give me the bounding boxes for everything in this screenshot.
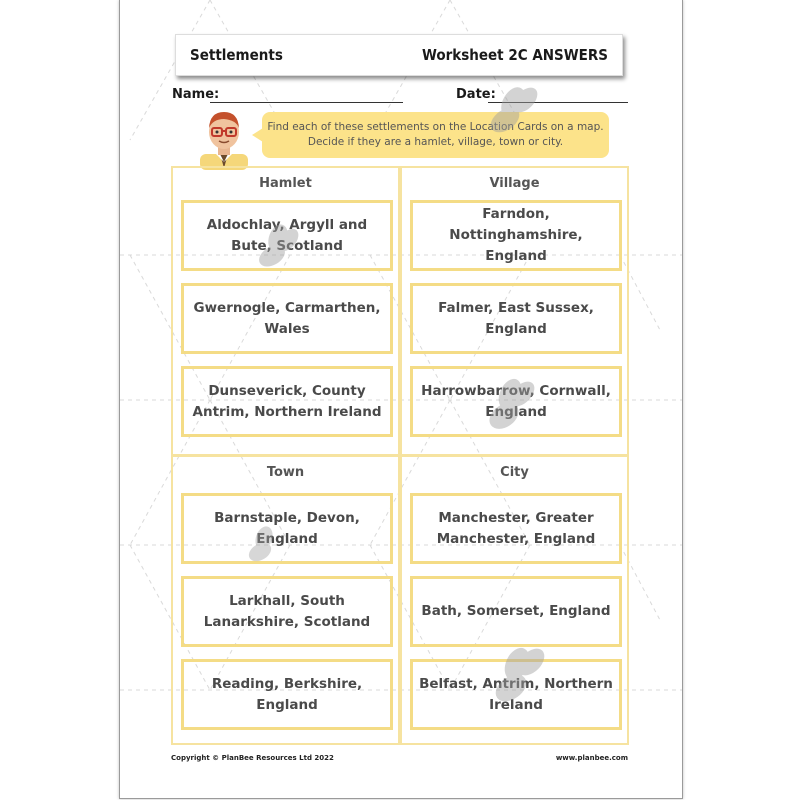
- panel-title: Town: [266, 465, 305, 480]
- name-field-line[interactable]: [210, 102, 403, 103]
- panel-town: [171, 455, 400, 745]
- panel-city: [400, 455, 629, 745]
- date-label: Date:: [456, 87, 496, 102]
- panel-title: City: [500, 465, 529, 480]
- settlement-card: Manchester, Greater Manchester, England: [410, 493, 622, 564]
- settlement-card: Falmer, East Sussex, England: [410, 283, 622, 354]
- settlement-card: Bath, Somerset, England: [410, 576, 622, 647]
- settlement-card: Farndon, Nottinghamshire, England: [410, 200, 622, 271]
- settlement-card: Belfast, Antrim, Northern Ireland: [410, 659, 622, 730]
- settlement-card: Barnstaple, Devon, England: [181, 493, 393, 564]
- worksheet-topic: Settlements: [190, 46, 283, 64]
- website-link[interactable]: www.planbee.com: [555, 754, 628, 762]
- worksheet-title-bar: [175, 34, 623, 76]
- settlement-card: Harrowbarrow, Cornwall, England: [410, 366, 622, 437]
- teacher-avatar-icon: [198, 106, 250, 170]
- worksheet-number: Worksheet 2C ANSWERS: [421, 46, 608, 64]
- settlement-card: Gwernogle, Carmarthen, Wales: [181, 283, 393, 354]
- date-field-line[interactable]: [488, 102, 628, 103]
- copyright-text: Copyright © PlanBee Resources Ltd 2022: [171, 754, 334, 762]
- settlement-card: Aldochlay, Argyll and Bute, Scotland: [181, 200, 393, 271]
- instructions-speech-bubble: [262, 112, 609, 158]
- worksheet-page: [119, 0, 683, 799]
- settlement-card: Larkhall, South Lanarkshire, Scotland: [181, 576, 393, 647]
- settlement-card: Dunseverick, County Antrim, Northern Ireland: [181, 366, 393, 437]
- panel-village: [400, 166, 629, 456]
- settlement-card: Reading, Berkshire, England: [181, 659, 393, 730]
- name-label: Name:: [172, 87, 220, 102]
- panel-title: Village: [489, 176, 540, 191]
- panel-hamlet: [171, 166, 400, 456]
- instructions-text: Find each of these settlements on the Location Cards on a map. Decide if they are a hamlet, village, town or city.: [267, 121, 604, 148]
- panel-title: Hamlet: [259, 176, 312, 191]
